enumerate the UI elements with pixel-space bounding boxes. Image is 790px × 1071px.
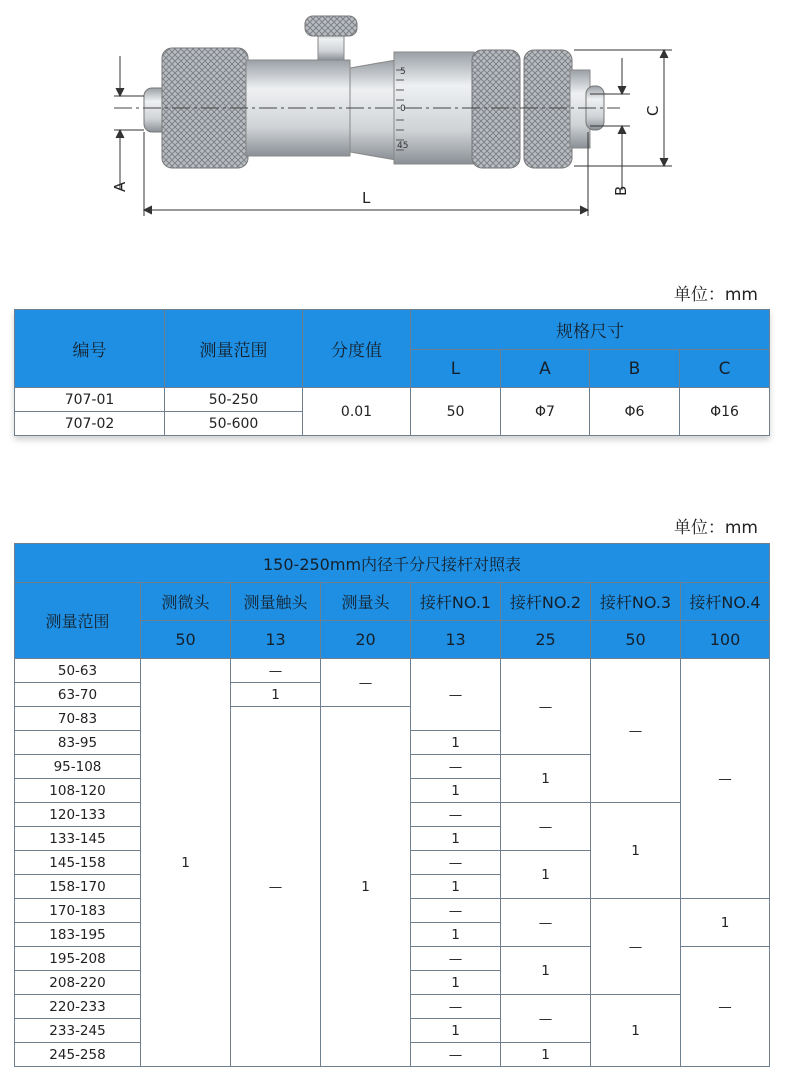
range-cell: 195-208 <box>15 947 141 971</box>
rod4-cell: — <box>681 947 770 1067</box>
label-b: B <box>612 185 630 196</box>
header-a: A <box>501 350 590 388</box>
header-resolution: 分度值 <box>303 310 411 388</box>
rod1-cell: — <box>411 659 501 731</box>
range-cell: 220-233 <box>15 995 141 1019</box>
resolution-cell: 0.01 <box>303 388 411 436</box>
rod-header-name: 接杆NO.2 <box>501 583 591 621</box>
spec-table <box>14 309 770 436</box>
c-value-cell: Φ16 <box>680 388 770 436</box>
rod-header-size: 50 <box>141 621 231 659</box>
header-range: 测量范围 <box>165 310 303 388</box>
a-value-cell: Φ7 <box>501 388 590 436</box>
range-cell: 208-220 <box>15 971 141 995</box>
header-l: L <box>411 350 501 388</box>
rod-header-size: 13 <box>231 621 321 659</box>
rod1-cell: — <box>411 947 501 971</box>
rod1-cell: 1 <box>411 827 501 851</box>
header-spec: 规格尺寸 <box>411 310 770 350</box>
rod-header-size: 13 <box>411 621 501 659</box>
code-cell: 707-01 <box>15 388 165 412</box>
rod1-cell: — <box>411 755 501 779</box>
range-cell: 108-120 <box>15 779 141 803</box>
range-cell: 233-245 <box>15 1019 141 1043</box>
code-cell: 707-02 <box>15 412 165 436</box>
rod1-cell: — <box>411 1043 501 1067</box>
header-code: 编号 <box>15 310 165 388</box>
l-value-cell: 50 <box>411 388 501 436</box>
rod-header-name: 测量头 <box>321 583 411 621</box>
rod2-cell: 1 <box>501 1043 591 1067</box>
rod-header-range: 测量范围 <box>15 583 141 659</box>
rod1-cell: — <box>411 803 501 827</box>
right-knurl-2 <box>524 50 572 168</box>
range-cell: 133-145 <box>15 827 141 851</box>
rod-header-name: 接杆NO.1 <box>411 583 501 621</box>
measuring-head-cell: 1 <box>321 707 411 1067</box>
micrometer-head-cell: 1 <box>141 659 231 1067</box>
dimension-a <box>114 56 144 190</box>
unit-label: 单位：mm <box>673 285 758 305</box>
range-cell: 183-195 <box>15 923 141 947</box>
rod1-cell: — <box>411 899 501 923</box>
rod1-cell: — <box>411 851 501 875</box>
rod-header-size: 50 <box>591 621 681 659</box>
thimble <box>350 60 396 160</box>
range-cell: 63-70 <box>15 683 141 707</box>
rod3-cell: — <box>591 659 681 803</box>
unit-label: 单位：mm <box>673 518 758 538</box>
rod1-cell: 1 <box>411 731 501 755</box>
lock-knob <box>305 16 357 36</box>
contact-cell: 1 <box>231 683 321 707</box>
rod-header-size: 20 <box>321 621 411 659</box>
scale-0: 0 <box>400 104 406 114</box>
rod-header-name: 测微头 <box>141 583 231 621</box>
rod4-cell: 1 <box>681 899 770 947</box>
inside-micrometer-drawing <box>100 10 700 225</box>
range-cell: 50-600 <box>165 412 303 436</box>
rod-table <box>14 543 770 1067</box>
rod2-cell: 1 <box>501 755 591 803</box>
range-cell: 50-63 <box>15 659 141 683</box>
b-value-cell: Φ6 <box>590 388 680 436</box>
rod1-cell: — <box>411 995 501 1019</box>
rod1-cell: 1 <box>411 971 501 995</box>
header-b: B <box>590 350 680 388</box>
rod3-cell: 1 <box>591 803 681 899</box>
range-cell: 70-83 <box>15 707 141 731</box>
rod3-cell: 1 <box>591 995 681 1067</box>
rod2-cell: — <box>501 899 591 947</box>
range-cell: 170-183 <box>15 899 141 923</box>
rod1-cell: 1 <box>411 779 501 803</box>
rod4-cell: — <box>681 659 770 899</box>
range-cell: 95-108 <box>15 755 141 779</box>
scale-45: 45 <box>397 141 409 151</box>
right-knurl-1 <box>472 50 520 168</box>
rod-table-title: 150-250mm内径千分尺接杆对照表 <box>15 544 770 583</box>
rod2-cell: 1 <box>501 851 591 899</box>
range-cell: 120-133 <box>15 803 141 827</box>
rod2-cell: — <box>501 995 591 1043</box>
rod2-cell: — <box>501 659 591 755</box>
contact-cell: — <box>231 659 321 683</box>
range-cell: 158-170 <box>15 875 141 899</box>
rod-header-name: 接杆NO.4 <box>681 583 770 621</box>
rod-header-size: 25 <box>501 621 591 659</box>
range-cell: 145-158 <box>15 851 141 875</box>
range-cell: 83-95 <box>15 731 141 755</box>
rod-header-size: 100 <box>681 621 770 659</box>
measuring-head-cell: — <box>321 659 411 707</box>
label-l: L <box>362 189 371 207</box>
rod1-cell: 1 <box>411 875 501 899</box>
contact-cell: — <box>231 707 321 1067</box>
range-cell: 50-250 <box>165 388 303 412</box>
label-c: C <box>644 105 662 116</box>
rod-header-name: 测量触头 <box>231 583 321 621</box>
rod1-cell: 1 <box>411 923 501 947</box>
rod2-cell: — <box>501 803 591 851</box>
rod2-cell: 1 <box>501 947 591 995</box>
label-a: A <box>111 181 129 192</box>
range-cell: 245-258 <box>15 1043 141 1067</box>
scale-5: 5 <box>400 67 406 77</box>
rod-header-name: 接杆NO.3 <box>591 583 681 621</box>
rod1-cell: 1 <box>411 1019 501 1043</box>
rod3-cell: — <box>591 899 681 995</box>
header-c: C <box>680 350 770 388</box>
